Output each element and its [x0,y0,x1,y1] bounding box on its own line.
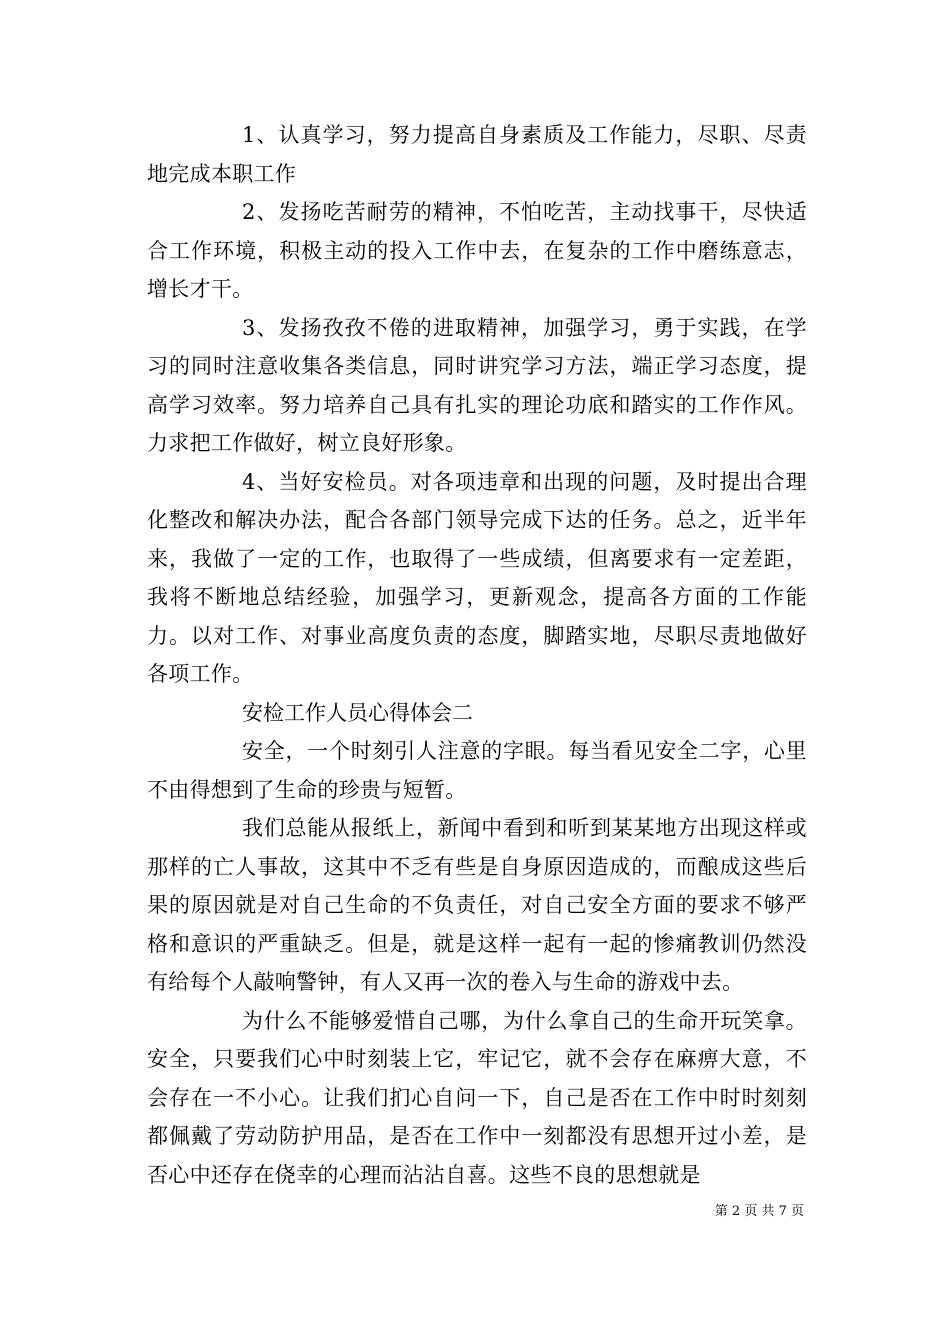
section-paragraph-3: 为什么不能够爱惜自己哪，为什么拿自己的生命开玩笑拿。安全，只要我们心中时刻装上它，牢记它，就不会存在麻痹大意，不会存在一不小心。让我们扪心自问一下，自己是否在工作中时时刻刻都佩戴了劳动防护用品，是否在工作中一刻都没有思想开过小差，是否心中还存在侥幸的心理而沾沾自喜。这些不良的思想就是 [147,1008,807,1187]
section-paragraph-2: 我们总能从报纸上，新闻中看到和听到某某地方出现这样或那样的亡人事故，这其中不乏有些是自身原因造成的，而酿成这些后果的原因就是对自己生命的不负责任，对自己安全方面的要求不够严格和意识的严重缺乏。但是，就是这样一起有一起的惨痛教训仍然没有给每个人敲响警钟，有人又再一次的卷入与生命的游戏中去。 [147,816,807,994]
paragraph-1: 1、认真学习，努力提高自身素质及工作能力，尽职、尽责地完成本职工作 [147,123,807,186]
paragraph-3: 3、发扬孜孜不倦的进取精神，加强学习，勇于实践，在学习的同时注意收集各类信息，同时讲究学习方法，端正学习态度，提高学习效率。努力培养自己具有扎实的理论功底和踏实的工作作风。力求把工作做好，树立良好形象。 [147,315,807,455]
document-body [147,116,807,1194]
section-paragraph-1: 安全，一个时刻引人注意的字眼。每当看见安全二字，心里不由得想到了生命的珍贵与短暂。 [147,739,807,802]
paragraph-2: 2、发扬吃苦耐劳的精神，不怕吃苦，主动找事干，尽快适合工作环境，积极主动的投入工作中去，在复杂的工作中磨练意志，增长才干。 [147,200,807,301]
section-title: 安检工作人员心得体会二 [242,700,473,725]
paragraph-4: 4、当好安检员。对各项违章和出现的问题，及时提出合理化整改和解决办法，配合各部门领导完成下达的任务。总之，近半年来，我做了一定的工作，也取得了一些成绩，但离要求有一定差距，我将不断地总结经验，加强学习，更新观念，提高各方面的工作能力。以对工作、对事业高度负责的态度，脚踏实地，尽职尽责地做好各项工作。 [147,469,807,686]
page-number: 第 2 页 共 7 页 [714,1204,804,1219]
